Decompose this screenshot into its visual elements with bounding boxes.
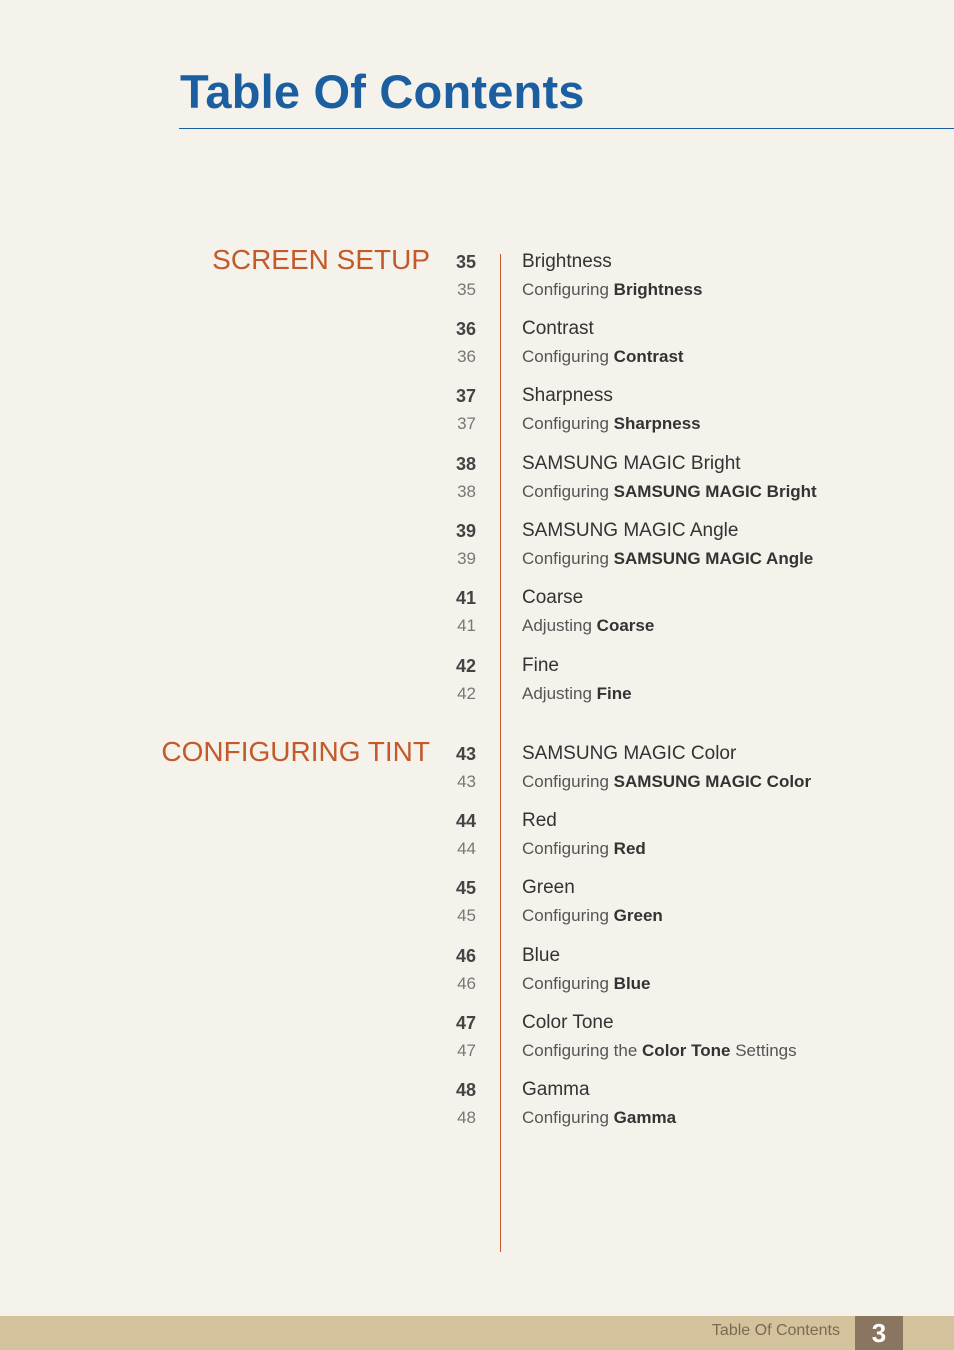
toc-entry-title[interactable]: Brightness: [522, 251, 612, 272]
page-title: Table Of Contents: [180, 65, 585, 118]
toc-subentry-keyword: Coarse: [596, 616, 655, 635]
toc-entry-title[interactable]: Color Tone: [522, 1012, 614, 1033]
toc-subentry-title[interactable]: [522, 970, 651, 998]
toc-subentry-page[interactable]: 46: [457, 974, 476, 993]
toc-entry[interactable]: [440, 584, 900, 612]
toc-entry[interactable]: [440, 315, 900, 343]
toc-entry[interactable]: [440, 248, 900, 276]
toc-subentry-title[interactable]: [522, 680, 632, 708]
toc-entry[interactable]: [440, 1009, 900, 1037]
toc-subentry-prefix: Adjusting: [522, 684, 597, 703]
section-title-screen-setup: SCREEN SETUP: [212, 244, 430, 275]
toc-subentry-keyword: Contrast: [613, 347, 684, 366]
toc-subentry[interactable]: [440, 276, 900, 304]
toc-subentry-keyword: Green: [613, 906, 663, 925]
toc-entry-title[interactable]: Coarse: [522, 587, 584, 608]
title-rule: [179, 128, 954, 129]
toc-subentry-keyword: Brightness: [613, 280, 703, 299]
toc-entry-title[interactable]: Gamma: [522, 1079, 590, 1100]
toc-entry-page[interactable]: 36: [455, 319, 476, 339]
toc-subentry-prefix: Configuring: [522, 772, 614, 791]
toc-subentry-page[interactable]: 42: [457, 684, 476, 703]
toc-subentry-title[interactable]: [522, 1104, 676, 1132]
toc-subentry-title[interactable]: [522, 545, 813, 573]
toc-entry[interactable]: [440, 382, 900, 410]
toc-entry-page[interactable]: 48: [455, 1080, 476, 1100]
toc-subentry-title[interactable]: [522, 343, 684, 371]
toc-subentry[interactable]: [440, 1104, 900, 1132]
toc-subentry[interactable]: [440, 902, 900, 930]
toc-subentry-prefix: Configuring: [522, 839, 614, 858]
toc-subentry[interactable]: [440, 410, 900, 438]
toc-subentry-keyword: SAMSUNG MAGIC Bright: [613, 482, 817, 501]
toc-entry[interactable]: [440, 807, 900, 835]
toc-subentry[interactable]: [440, 545, 900, 573]
toc-subentry-keyword: Red: [613, 839, 646, 858]
toc-subentry-keyword: SAMSUNG MAGIC Color: [613, 772, 812, 791]
toc-subentry-keyword: SAMSUNG MAGIC Angle: [613, 549, 814, 568]
toc-entry-page[interactable]: 41: [455, 588, 476, 608]
toc-entry-title[interactable]: SAMSUNG MAGIC Color: [522, 743, 737, 764]
toc-subentry[interactable]: [440, 478, 900, 506]
toc-subentry-prefix: Configuring: [522, 1108, 614, 1127]
toc-entry-title[interactable]: SAMSUNG MAGIC Bright: [522, 453, 741, 474]
toc-subentry-prefix: Configuring: [522, 347, 614, 366]
toc-entry[interactable]: [440, 1076, 900, 1104]
toc-subentry-page[interactable]: 39: [457, 549, 476, 568]
toc-entry-title[interactable]: Green: [522, 877, 575, 898]
toc-subentry[interactable]: [440, 343, 900, 371]
toc-subentry-keyword: Color Tone: [642, 1041, 731, 1060]
toc-entry[interactable]: [440, 517, 900, 545]
toc-subentry-page[interactable]: 48: [457, 1108, 476, 1127]
toc-entry-page[interactable]: 47: [455, 1013, 476, 1033]
toc-entry[interactable]: [440, 942, 900, 970]
toc-subentry-page[interactable]: 35: [457, 280, 476, 299]
toc-subentry-prefix: Configuring: [522, 482, 614, 501]
toc-subentry-keyword: Blue: [613, 974, 651, 993]
toc-subentry-page[interactable]: 43: [457, 772, 476, 791]
toc-entry-title[interactable]: Sharpness: [522, 385, 613, 406]
toc-subentry-title[interactable]: [522, 835, 646, 863]
toc-subentry-prefix: Configuring the: [522, 1041, 643, 1060]
toc-subentry-page[interactable]: 44: [457, 839, 476, 858]
toc-subentry-prefix: Configuring: [522, 974, 614, 993]
toc-subentry-title[interactable]: [522, 902, 663, 930]
toc-entry-title[interactable]: Contrast: [522, 318, 594, 339]
toc-subentry-keyword: Sharpness: [613, 414, 701, 433]
toc-entry-page[interactable]: 35: [455, 252, 476, 272]
toc-entry[interactable]: [440, 874, 900, 902]
toc-entry[interactable]: [440, 740, 900, 768]
toc-entry-title[interactable]: SAMSUNG MAGIC Angle: [522, 520, 739, 541]
toc-subentry[interactable]: [440, 768, 900, 796]
footer-label: Table Of Contents: [711, 1322, 840, 1339]
toc-subentry[interactable]: [440, 612, 900, 640]
toc-subentry-page[interactable]: 45: [457, 906, 476, 925]
toc-subentry-page[interactable]: 47: [457, 1041, 476, 1060]
toc-subentry[interactable]: [440, 680, 900, 708]
toc-entry-title[interactable]: Blue: [522, 945, 561, 966]
toc-subentry[interactable]: [440, 835, 900, 863]
toc-subentry[interactable]: [440, 970, 900, 998]
toc-subentry-prefix: Configuring: [522, 549, 614, 568]
toc-subentry-prefix: Configuring: [522, 280, 614, 299]
toc-entry-page[interactable]: 39: [455, 521, 476, 541]
toc-subentry-title[interactable]: [522, 410, 701, 438]
toc-subentry-suffix: Settings: [730, 1041, 797, 1060]
toc-subentry-page[interactable]: 36: [457, 347, 476, 366]
toc-subentry-title[interactable]: [522, 612, 654, 640]
toc-entry[interactable]: [440, 450, 900, 478]
toc-subentry-prefix: Configuring: [522, 414, 614, 433]
toc-subentry[interactable]: [440, 1037, 900, 1065]
toc-entry-page[interactable]: 45: [455, 878, 476, 898]
toc-subentry-title[interactable]: [522, 768, 811, 796]
toc-subentry-keyword: Gamma: [613, 1108, 677, 1127]
toc-entry-page[interactable]: 37: [455, 386, 476, 406]
section-title-configuring-tint: CONFIGURING TINT: [161, 736, 430, 767]
toc-entry-page[interactable]: 43: [455, 744, 476, 764]
toc-entry-title[interactable]: Fine: [522, 655, 559, 676]
footer-bar: [0, 1316, 954, 1350]
toc-subentry-prefix: Adjusting: [522, 616, 597, 635]
toc-subentry-prefix: Configuring: [522, 906, 614, 925]
toc-entry-page[interactable]: 44: [455, 811, 476, 831]
toc-entry-page[interactable]: 46: [455, 946, 476, 966]
page-number: 3: [855, 1316, 903, 1350]
toc-entry-page[interactable]: 38: [455, 454, 476, 474]
toc-subentry-keyword: Fine: [596, 684, 632, 703]
toc-subentry-title[interactable]: [522, 1037, 797, 1065]
toc-entry-page[interactable]: 42: [455, 656, 476, 676]
toc-subentry-title[interactable]: [522, 478, 817, 506]
toc-subentry-page[interactable]: 37: [457, 414, 476, 433]
toc-entry-title[interactable]: Red: [522, 810, 557, 831]
toc-subentry-page[interactable]: 38: [457, 482, 476, 501]
toc-subentry-page[interactable]: 41: [457, 616, 476, 635]
toc-entry[interactable]: [440, 652, 900, 680]
toc-subentry-title[interactable]: [522, 276, 702, 304]
